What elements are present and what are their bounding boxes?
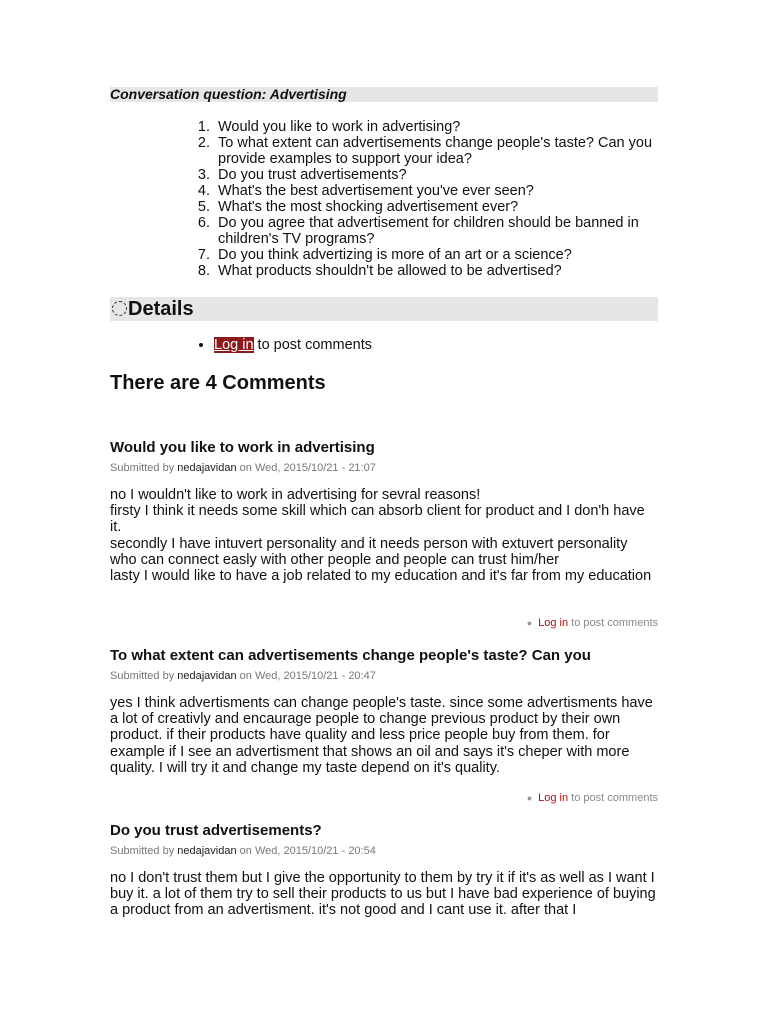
bullet-icon: ● bbox=[526, 618, 533, 628]
comment-author-link[interactable]: nedajavidan bbox=[177, 670, 237, 682]
submitted-by-label: Submitted by bbox=[110, 462, 178, 474]
comment-line: firsty I think it needs some skill which can absorb client for product and I don'h have it. bbox=[110, 503, 645, 536]
question-item: 5. What's the most shocking advertisement ever? bbox=[214, 199, 658, 215]
comment-login-link[interactable]: Log in bbox=[538, 617, 569, 629]
submitted-by-label: Submitted by bbox=[110, 670, 178, 682]
details-title: Details bbox=[128, 298, 194, 320]
question-item: 7. Do you think advertizing is more of an art or a science? bbox=[214, 247, 658, 263]
comment bbox=[110, 822, 658, 919]
comment-body bbox=[110, 695, 658, 776]
login-link-item bbox=[214, 336, 372, 354]
details-header[interactable] bbox=[110, 297, 658, 321]
bullet-icon: ● bbox=[526, 793, 533, 803]
comment-title[interactable]: Do you trust advertisements? bbox=[110, 822, 322, 839]
comment-meta bbox=[110, 845, 658, 858]
comment-date: on Wed, 2015/10/21 - 21:07 bbox=[236, 462, 376, 474]
question-item: 3. Do you trust advertisements? bbox=[214, 167, 658, 183]
comment-links bbox=[527, 792, 658, 804]
comment bbox=[110, 439, 658, 584]
comment-line: no I don't trust them but I give the opportunity to them by try it if it's as well as I want I buy it. a lot of them try to sell their products to us but I have bad experience of buying a product from an advertisment. it's not good and I cant use it. after that I bbox=[110, 870, 656, 919]
comment-title[interactable]: To what extent can advertisements change people's taste? Can you bbox=[110, 647, 591, 664]
comment-line: lasty I would like to have a job related to my education and it's far from my education bbox=[110, 568, 652, 585]
comment-author-link[interactable]: nedajavidan bbox=[177, 845, 237, 857]
submitted-by-label: Submitted by bbox=[110, 845, 178, 857]
comment bbox=[110, 647, 658, 776]
comment-login-suffix: to post comments bbox=[568, 617, 658, 629]
comment-title[interactable]: Would you like to work in advertising bbox=[110, 439, 375, 456]
comment-date: on Wed, 2015/10/21 - 20:47 bbox=[236, 670, 376, 682]
conversation-title: Conversation question: Advertising bbox=[110, 87, 658, 102]
comments-count-heading: There are 4 Comments bbox=[110, 372, 326, 394]
details-links bbox=[110, 336, 372, 354]
comment-author-link[interactable]: nedajavidan bbox=[177, 462, 237, 474]
comment-line: no I wouldn't like to work in advertising for sevral reasons! bbox=[110, 487, 481, 503]
loading-spinner-icon bbox=[112, 301, 127, 316]
comment-body bbox=[110, 487, 658, 584]
question-item: 8. What products shouldn't be allowed to be advertised? bbox=[214, 263, 658, 279]
comment-line: secondly I have intuvert personality and it needs person with extuvert personality who can connect easly with other people and people can trust him/her bbox=[110, 535, 628, 568]
question-item: 2. To what extent can advertisements change people's taste? Can you provide examples to support your idea? bbox=[214, 135, 658, 167]
question-item: 6. Do you agree that advertisement for children should be banned in children's TV programs? bbox=[214, 215, 658, 247]
login-link[interactable]: Log in bbox=[214, 337, 254, 353]
question-list bbox=[110, 119, 658, 279]
comment-meta bbox=[110, 462, 658, 475]
comment-login-suffix: to post comments bbox=[568, 792, 658, 804]
comment-login-link[interactable]: Log in bbox=[538, 792, 569, 804]
question-item: 1. Would you like to work in advertising? bbox=[214, 119, 658, 135]
comment-links bbox=[527, 617, 658, 629]
comment-body bbox=[110, 870, 658, 919]
comment-date: on Wed, 2015/10/21 - 20:54 bbox=[236, 845, 376, 857]
login-suffix: to post comments bbox=[253, 337, 372, 353]
question-item: 4. What's the best advertisement you've ever seen? bbox=[214, 183, 658, 199]
comment-meta bbox=[110, 670, 658, 683]
comment-line: yes I think advertisments can change people's taste. since some advertisments have a lot of creativly and encaurage people to change previous product by their own product. if their products have quality and less price people buy from them. for example if I see an advertisment that shows an oil and says it's cheper with more quality. I will try it and change my taste depend on it's quality. bbox=[110, 695, 653, 776]
